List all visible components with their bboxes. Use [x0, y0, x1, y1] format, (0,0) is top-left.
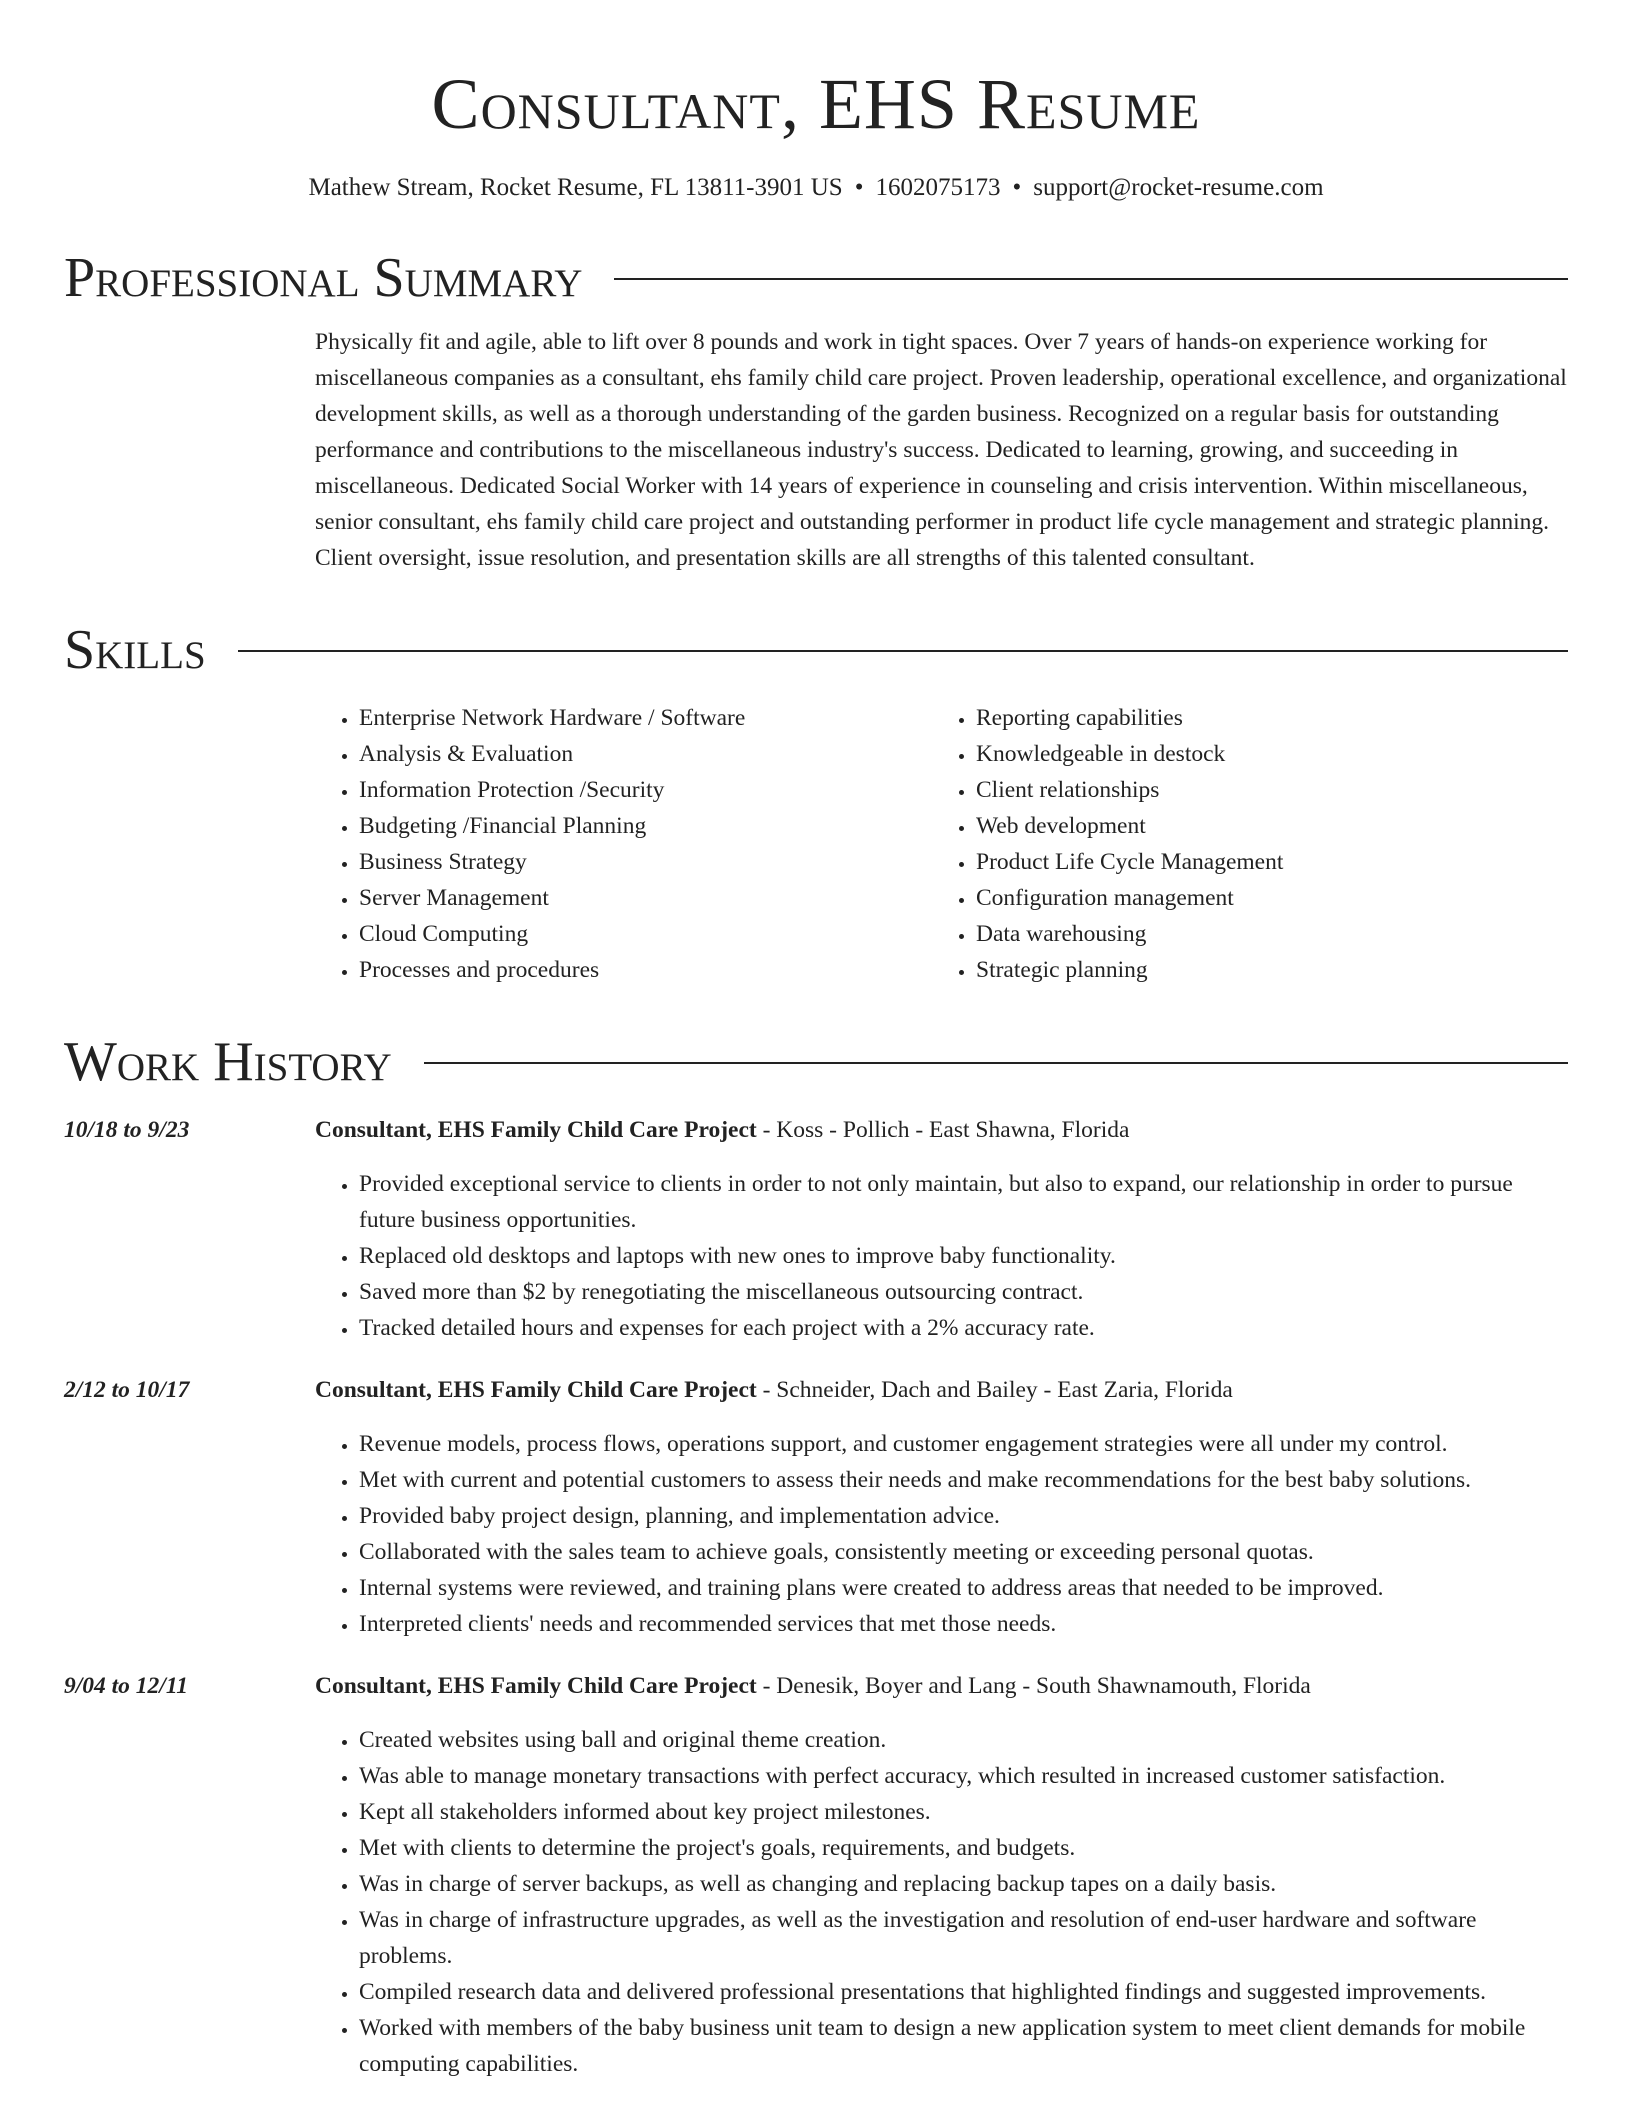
job-entry: [64, 1112, 1568, 1346]
job-bullet: • Tracked detailed hours and expenses for each project with a 2% accuracy rate.: [359, 1310, 1568, 1346]
job-role: Consultant, EHS Family Child Care Project: [315, 1377, 757, 1403]
skill-item: • Analysis & Evaluation: [359, 736, 932, 772]
job-dates: 10/18 to 9/23: [64, 1117, 190, 1143]
job-dates: 9/04 to 12/11: [64, 1673, 189, 1699]
work-history-section-header: [64, 1030, 1568, 1094]
job-bullet: • Internal systems were reviewed, and training plans were created to address areas that needed to be improved.: [359, 1570, 1568, 1606]
job-bullet: • Saved more than $2 by renegotiating the miscellaneous outsourcing contract.: [359, 1274, 1568, 1310]
summary-section-header: [64, 246, 1568, 310]
skill-item: • Configuration management: [976, 880, 1568, 916]
job-bullet: • Compiled research data and delivered professional presentations that highlighted findings and suggested improvements.: [359, 1974, 1568, 2010]
skill-item: • Reporting capabilities: [976, 700, 1568, 736]
job-role: Consultant, EHS Family Child Care Project: [315, 1673, 757, 1699]
section-divider: [614, 278, 1568, 280]
professional-summary-text: Physically fit and agile, able to lift over 8 pounds and work in tight spaces. Over 7 years of hands-on experience working for miscellaneous companies as a consultant, ehs family child care project. Proven leadership, operational excellence, and organizational development skills, as well as a thorough understanding of the garden business. Recognized on a regular basis for outstanding performance and contributions to the miscellaneous industry's success. Dedicated to learning, growing, and succeeding in miscellaneous. Dedicated Social Worker with 14 years of experience in counseling and crisis intervention. Within miscellaneous, senior consultant, ehs family child care project and outstanding performer in product life cycle management and strategic planning. Client oversight, issue resolution, and presentation skills are all strengths of this talented consultant.: [315, 329, 1567, 571]
job-details: [315, 1372, 1568, 1642]
job-details: [315, 1668, 1568, 2082]
job-entry: [64, 1372, 1568, 1642]
job-bullet: • Interpreted clients' needs and recommended services that met those needs.: [359, 1606, 1568, 1642]
skill-item: • Web development: [976, 808, 1568, 844]
contact-separator: •: [854, 174, 864, 201]
job-employer: - Schneider, Dach and Bailey - East Zaria, Florida: [756, 1377, 1233, 1403]
summary-heading: Professional Summary: [64, 247, 583, 309]
resume-title: Consultant, EHS Resume: [431, 64, 1201, 144]
contact-line: [64, 172, 1568, 204]
job-bullet: • Replaced old desktops and laptops with new ones to improve baby functionality.: [359, 1238, 1568, 1274]
skill-item: • Client relationships: [976, 772, 1568, 808]
contact-address: Mathew Stream, Rocket Resume, FL 13811-3901 US: [308, 174, 843, 201]
job-bullet: • Was in charge of infrastructure upgrades, as well as the investigation and resolution of end-user hardware and software problems.: [359, 1902, 1568, 1974]
job-dates: 2/12 to 10/17: [64, 1377, 190, 1403]
job-employer: - Koss - Pollich - East Shawna, Florida: [756, 1117, 1130, 1143]
skill-item: • Budgeting /Financial Planning: [359, 808, 932, 844]
section-divider: [238, 650, 1568, 652]
job-bullet: • Was able to manage monetary transactions with perfect accuracy, which resulted in increased customer satisfaction.: [359, 1758, 1568, 1794]
job-entry: [64, 1668, 1568, 2082]
job-heading: [315, 1112, 1568, 1148]
skill-item: • Business Strategy: [359, 844, 932, 880]
job-bullet: • Met with current and potential customers to assess their needs and make recommendations for the best baby solutions.: [359, 1462, 1568, 1498]
skill-item: • Knowledgeable in destock: [976, 736, 1568, 772]
job-bullets: [315, 1426, 1568, 1642]
skill-item: • Enterprise Network Hardware / Software: [359, 700, 932, 736]
job-bullets: [315, 1722, 1568, 2082]
job-bullet: • Was in charge of server backups, as well as changing and replacing backup tapes on a daily basis.: [359, 1866, 1568, 1902]
contact-phone: 1602075173: [875, 174, 1001, 201]
job-bullet: • Met with clients to determine the project's goals, requirements, and budgets.: [359, 1830, 1568, 1866]
job-heading: [315, 1372, 1568, 1408]
work-history-list: [64, 1112, 1568, 2082]
skill-item: • Processes and procedures: [359, 952, 932, 988]
skills-heading: Skills: [64, 619, 206, 681]
work-history-heading: Work History: [64, 1031, 392, 1093]
skill-item: • Product Life Cycle Management: [976, 844, 1568, 880]
contact-separator: •: [1012, 174, 1022, 201]
job-bullet: • Created websites using ball and original theme creation.: [359, 1722, 1568, 1758]
job-heading: [315, 1668, 1568, 1704]
job-bullet: • Provided exceptional service to clients in order to not only maintain, but also to expand, our relationship in order to pursue future business opportunities.: [359, 1166, 1568, 1238]
skills-columns: [315, 700, 1568, 988]
skills-list-left: [315, 700, 932, 988]
job-details: [315, 1112, 1568, 1346]
job-role: Consultant, EHS Family Child Care Project: [315, 1117, 757, 1143]
job-employer: - Denesik, Boyer and Lang - South Shawnamouth, Florida: [756, 1673, 1311, 1699]
skills-section-header: [64, 618, 1568, 682]
skills-list-right: [932, 700, 1568, 988]
skill-item: • Cloud Computing: [359, 916, 932, 952]
job-bullet: • Provided baby project design, planning, and implementation advice.: [359, 1498, 1568, 1534]
job-bullets: [315, 1166, 1568, 1346]
job-bullet: • Collaborated with the sales team to achieve goals, consistently meeting or exceeding personal quotas.: [359, 1534, 1568, 1570]
skill-item: • Server Management: [359, 880, 932, 916]
skill-item: • Strategic planning: [976, 952, 1568, 988]
skill-item: • Data warehousing: [976, 916, 1568, 952]
skill-item: • Information Protection /Security: [359, 772, 932, 808]
section-divider: [424, 1062, 1568, 1064]
job-bullet: • Revenue models, process flows, operations support, and customer engagement strategies were all under my control.: [359, 1426, 1568, 1462]
job-bullet: • Kept all stakeholders informed about key project milestones.: [359, 1794, 1568, 1830]
job-bullet: • Worked with members of the baby business unit team to design a new application system to meet client demands for mobile computing capabilities.: [359, 2010, 1568, 2082]
contact-email: support@rocket-resume.com: [1033, 174, 1324, 201]
